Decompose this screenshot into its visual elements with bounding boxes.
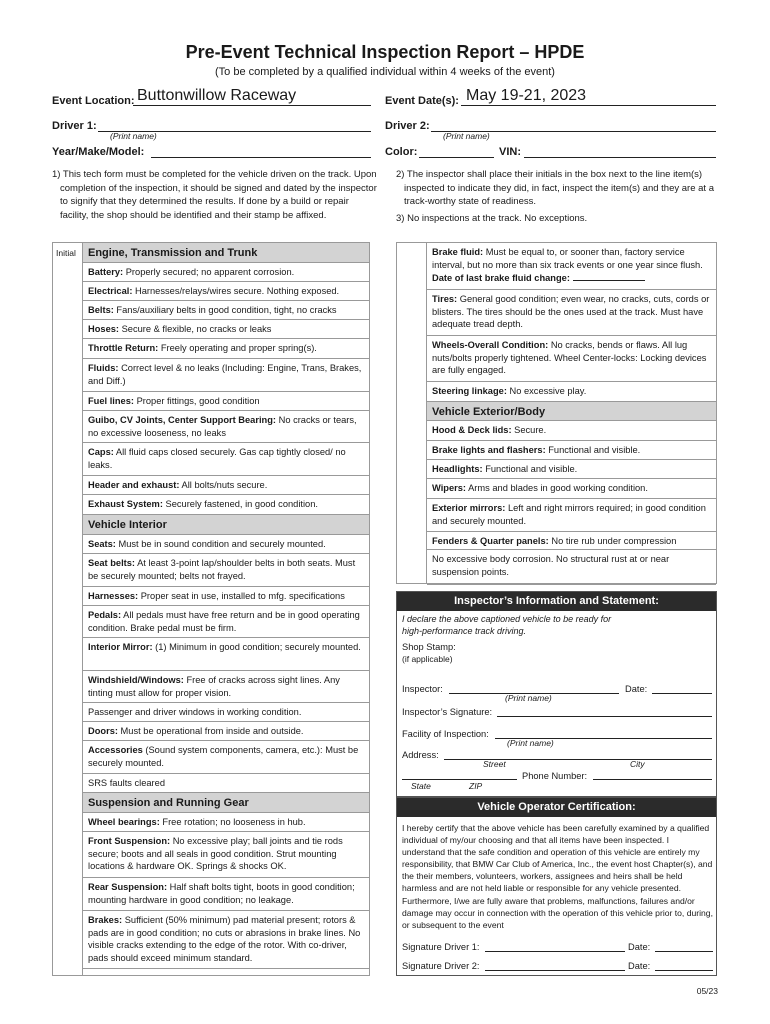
item-description: No excessive play; ball joints and tie rods secure; boots and all seals in good condition. Strut mounting locations & hardware OK. Springs & shocks OK. xyxy=(88,836,343,871)
inspector-declaration: I declare the above captioned vehicle to be ready for high-performance track driving. xyxy=(402,614,612,636)
event-location-line xyxy=(133,105,371,106)
vin-label: VIN: xyxy=(499,146,521,158)
inspection-item xyxy=(83,476,369,495)
inspection-item xyxy=(83,741,369,774)
phone-field[interactable] xyxy=(593,779,712,780)
inspection-item xyxy=(83,878,369,911)
inspection-item xyxy=(83,535,369,554)
inspection-item xyxy=(83,554,369,587)
item-title: Interior Mirror: xyxy=(88,642,153,652)
item-description: Secure. xyxy=(511,425,547,435)
inspection-item xyxy=(83,339,369,359)
item-title: Seat belts: xyxy=(88,558,136,568)
inspection-item xyxy=(427,532,716,550)
item-title: Throttle Return: xyxy=(88,343,159,353)
inspection-item xyxy=(83,722,369,741)
vin-field[interactable] xyxy=(524,157,716,158)
inspection-item xyxy=(427,479,716,499)
form-revision: 05/23 xyxy=(696,986,718,996)
item-title: Seats: xyxy=(88,539,116,549)
right-inspection-table xyxy=(396,242,717,584)
driver1-print-name: (Print name) xyxy=(110,131,157,141)
item-title: Doors: xyxy=(88,726,118,736)
item-description: SRS faults cleared xyxy=(88,778,165,788)
item-title: Brake lights and flashers: xyxy=(432,445,546,455)
item-description: Left and right mirrors required; in good condition and securely mounted. xyxy=(432,503,706,526)
item-description: Sufficient (50% minimum) pad material present; rotors & pads are in good condition; no cuts or abrasions in brake lines. No visible cracks extending to the edge of the rotor. With co-driver, pads should exceed minimum standard. xyxy=(88,915,361,963)
item-description: No cracks or tears, no excessive looseness, no leaks xyxy=(88,415,357,438)
inspector-header: Inspector’s Information and Statement: xyxy=(397,592,716,611)
item-description: Freely operating and proper spring(s). xyxy=(158,343,317,353)
inspection-item xyxy=(83,813,369,832)
street-label: Street xyxy=(483,759,506,769)
item-description: (1) Minimum in good condition; securely mounted. xyxy=(152,642,361,652)
inspection-item xyxy=(427,460,716,479)
item-description: Harnesses/relays/wires secure. Nothing exposed. xyxy=(132,286,340,296)
item-title: Header and exhaust: xyxy=(88,480,180,490)
phone-label: Phone Number: xyxy=(522,771,588,781)
section-header: Vehicle Interior xyxy=(83,515,369,535)
item-description: Functional and visible. xyxy=(482,464,578,474)
driver2-print-name: (Print name) xyxy=(443,131,490,141)
zip-label: ZIP xyxy=(469,781,483,791)
inspection-item xyxy=(427,290,716,336)
inspection-item xyxy=(427,499,716,532)
inspection-item xyxy=(83,392,369,411)
inspector-label: Inspector: xyxy=(402,684,443,694)
item-description: Properly secured; no apparent corrosion. xyxy=(123,267,295,277)
inspection-item xyxy=(83,301,369,320)
item-title: Pedals: xyxy=(88,610,122,620)
item-description: No excessive play. xyxy=(506,386,587,396)
item-description: Passenger and driver windows in working condition. xyxy=(88,707,302,717)
inspector-signature-field[interactable] xyxy=(497,716,712,717)
inspection-item xyxy=(83,606,369,638)
brake-fluid-date-field[interactable] xyxy=(573,271,645,281)
sig-driver1-field[interactable] xyxy=(485,951,625,952)
item-title: Harnesses: xyxy=(88,591,139,601)
city-label: City xyxy=(630,759,645,769)
item-title: Belts: xyxy=(88,305,114,315)
item-description: No excessive body corrosion. No structural rust at or near suspension points. xyxy=(432,554,670,577)
item-title: Steering linkage: xyxy=(432,386,507,396)
item-description: Arms and blades in good working condition. xyxy=(466,483,648,493)
inspection-item xyxy=(83,263,369,282)
left-inspection-table xyxy=(52,242,370,976)
inspection-item xyxy=(83,359,369,392)
right-rows xyxy=(427,243,716,585)
inspection-item xyxy=(83,411,369,443)
if-applicable-label: (if applicable) xyxy=(402,654,453,664)
item-title: Hoses: xyxy=(88,324,120,334)
item-title: Accessories xyxy=(88,745,143,755)
inspection-item xyxy=(427,382,716,402)
item-description: Functional and visible. xyxy=(545,445,641,455)
operator-box xyxy=(396,797,717,976)
sig-driver1-label: Signature Driver 1: xyxy=(402,942,480,952)
inspection-item xyxy=(427,421,716,441)
item-title: Wheels-Overall Condition: xyxy=(432,340,549,350)
item-description: At least 3-point lap/shoulder belts in both seats. Must be securely mounted; belts not frayed. xyxy=(88,558,356,581)
item-title: Fluids: xyxy=(88,363,119,373)
section-header: Suspension and Running Gear xyxy=(83,793,369,813)
initial-column-right[interactable] xyxy=(397,243,427,583)
item-description: Securely fastened, in good condition. xyxy=(162,499,318,509)
item-title: Electrical: xyxy=(88,286,133,296)
instruction-3: 3) No inspections at the track. No exceptions. xyxy=(396,213,588,224)
event-location-label: Event Location: xyxy=(52,95,135,107)
item-title: Hood & Deck lids: xyxy=(432,425,512,435)
item-description: Must be operational from inside and outside. xyxy=(117,726,304,736)
inspection-item xyxy=(83,320,369,339)
item-description: Half shaft bolts tight, boots in good condition; mounting hardware in good condition; no leakage. xyxy=(88,882,355,905)
event-dates-field[interactable]: May 19-21, 2023 xyxy=(466,87,587,104)
address-label: Address: xyxy=(402,750,439,760)
initial-label: Initial xyxy=(56,248,76,258)
item-description: Correct level & no leaks (Including: Engine, Trans, Brakes, and Diff.) xyxy=(88,363,362,386)
sig-driver1-date-field[interactable] xyxy=(655,951,713,952)
item-title: Wheel bearings: xyxy=(88,817,160,827)
sig-driver2-date-label: Date: xyxy=(628,961,651,971)
item-title: Tires: xyxy=(432,294,458,304)
item-description: Proper seat in use, installed to mfg. specifications xyxy=(138,591,345,601)
driver2-label: Driver 2: xyxy=(385,120,430,132)
item-title: Exterior mirrors: xyxy=(432,503,506,513)
item-description: All pedals must have free return and be in good operating condition. Brake pedal must be firm. xyxy=(88,610,360,633)
inspection-item xyxy=(83,911,369,969)
item-description: Free of cracks across sight lines. Any tinting must allow for proper vision. xyxy=(88,675,340,698)
facility-label: Facility of Inspection: xyxy=(402,729,489,739)
inspection-item xyxy=(83,671,369,703)
color-field[interactable] xyxy=(419,157,494,158)
item-title: Exhaust System: xyxy=(88,499,163,509)
inspection-item xyxy=(427,336,716,382)
item-title: Fenders & Quarter panels: xyxy=(432,536,549,546)
inspector-date-label: Date: xyxy=(625,684,648,694)
sig-driver2-label: Signature Driver 2: xyxy=(402,961,480,971)
item-title: Guibo, CV Joints, Center Support Bearing: xyxy=(88,415,277,425)
page-title: Pre-Event Technical Inspection Report – HPDE xyxy=(185,42,585,62)
sig-driver2-date-field[interactable] xyxy=(655,970,713,971)
instruction-2: 2) The inspector shall place their initials in the box next to the line item(s) inspected to indicate they did, in fact, inspect the item(s) and they are at a track-worthy state of readiness. xyxy=(396,169,714,207)
page-subtitle: (To be completed by a qualified individual within 4 weeks of the event) xyxy=(215,66,555,78)
item-title: Wipers: xyxy=(432,483,467,493)
sig-driver2-field[interactable] xyxy=(485,970,625,971)
item-description: Must be in sound condition and securely mounted. xyxy=(115,539,326,549)
driver1-label: Driver 1: xyxy=(52,120,97,132)
inspection-item xyxy=(83,587,369,606)
inspector-print-name: (Print name) xyxy=(505,693,552,703)
shop-stamp-label: Shop Stamp: xyxy=(402,642,456,652)
sig-driver1-date-label: Date: xyxy=(628,942,651,952)
item-description: All bolts/nuts secure. xyxy=(179,480,268,490)
inspection-item xyxy=(83,774,369,793)
item-extra-label: Date of last brake fluid change: xyxy=(432,273,570,283)
event-dates-label: Event Date(s): xyxy=(385,95,459,107)
item-description: Free rotation; no looseness in hub. xyxy=(159,817,306,827)
item-description: No cracks, bends or flaws. All lug nuts/bolts properly tightened. Wheel Center-locks: Locking devices are fully engaged. xyxy=(432,340,707,375)
inspection-item xyxy=(427,550,716,585)
item-title: Brakes: xyxy=(88,915,123,925)
inspector-date-field[interactable] xyxy=(652,693,712,694)
section-header: Engine, Transmission and Trunk xyxy=(83,243,369,263)
item-title: Brake fluid: xyxy=(432,247,484,257)
item-description: Must be equal to, or sooner than, factory service interval, but no more than six track events or one year since flush. xyxy=(432,247,703,270)
instruction-1: 1) This tech form must be completed for the vehicle driven on the track. Upon completion of the inspection, it should be signed and dated by the inspector to signify that they determined the results. If done by a build or repair facility, the shop should be identified and their stamp be affixed. xyxy=(52,169,377,221)
event-dates-line xyxy=(461,105,716,106)
inspection-item xyxy=(427,243,716,290)
left-rows xyxy=(83,243,369,969)
event-location-field[interactable]: Buttonwillow Raceway xyxy=(137,87,297,104)
inspector-box xyxy=(396,591,717,797)
inspection-item xyxy=(83,443,369,476)
inspection-item xyxy=(83,282,369,301)
inspection-item xyxy=(83,703,369,722)
item-title: Front Suspension: xyxy=(88,836,171,846)
inspection-item xyxy=(427,441,716,460)
initial-column[interactable] xyxy=(53,243,83,975)
item-description: No tire rub under compression xyxy=(548,536,677,546)
item-title: Rear Suspension: xyxy=(88,882,168,892)
item-description: Secure & flexible, no cracks or leaks xyxy=(119,324,272,334)
inspection-item xyxy=(83,495,369,515)
item-title: Caps: xyxy=(88,447,114,457)
state-zip-field[interactable] xyxy=(402,779,517,780)
item-description: Fans/auxiliary belts in good condition, tight, no cracks xyxy=(113,305,337,315)
item-title: Fuel lines: xyxy=(88,396,134,406)
ymm-field[interactable] xyxy=(151,157,371,158)
item-description: Proper fittings, good condition xyxy=(133,396,260,406)
section-header: Vehicle Exterior/Body xyxy=(427,402,716,421)
facility-print-name: (Print name) xyxy=(507,738,554,748)
inspector-signature-label: Inspector’s Signature: xyxy=(402,707,493,717)
item-description: All fluid caps closed securely. Gas cap tightly closed/ no leaks. xyxy=(88,447,346,470)
state-label: State xyxy=(411,781,431,791)
operator-header: Vehicle Operator Certification: xyxy=(397,798,716,817)
item-title: Windshield/Windows: xyxy=(88,675,184,685)
item-description: (Sound system components, camera, etc.): Must be securely mounted. xyxy=(88,745,359,768)
ymm-label: Year/Make/Model: xyxy=(52,146,145,158)
item-title: Headlights: xyxy=(432,464,483,474)
color-label: Color: xyxy=(385,146,418,158)
item-description: General good condition; even wear, no cracks, cuts, cords or blisters. The tires should be the ones used at the track. Must have adequate tread depth. xyxy=(432,294,710,329)
inspection-item xyxy=(83,832,369,878)
operator-statement: I hereby certify that the above vehicle has been carefully examined by a qualified individual of my/our choosing and that all items have been inspected. I understand that the safe condition and operation of this vehicle are entirely my responsibility, that BMW Car Club of America, Inc., the event host Chapter(s), and the their members, volunteers, workers, assignees and heirs shall be held harmless and are not held liable or responsible for any vehicle presented. Furthermore, I/we are fully aware that problems, malfunctions, failures and/or damage may occur in connection with the operation of this vehicle prior to, during, or subsequent to the event xyxy=(402,823,713,930)
inspection-item xyxy=(83,638,369,671)
item-title: Battery: xyxy=(88,267,124,277)
